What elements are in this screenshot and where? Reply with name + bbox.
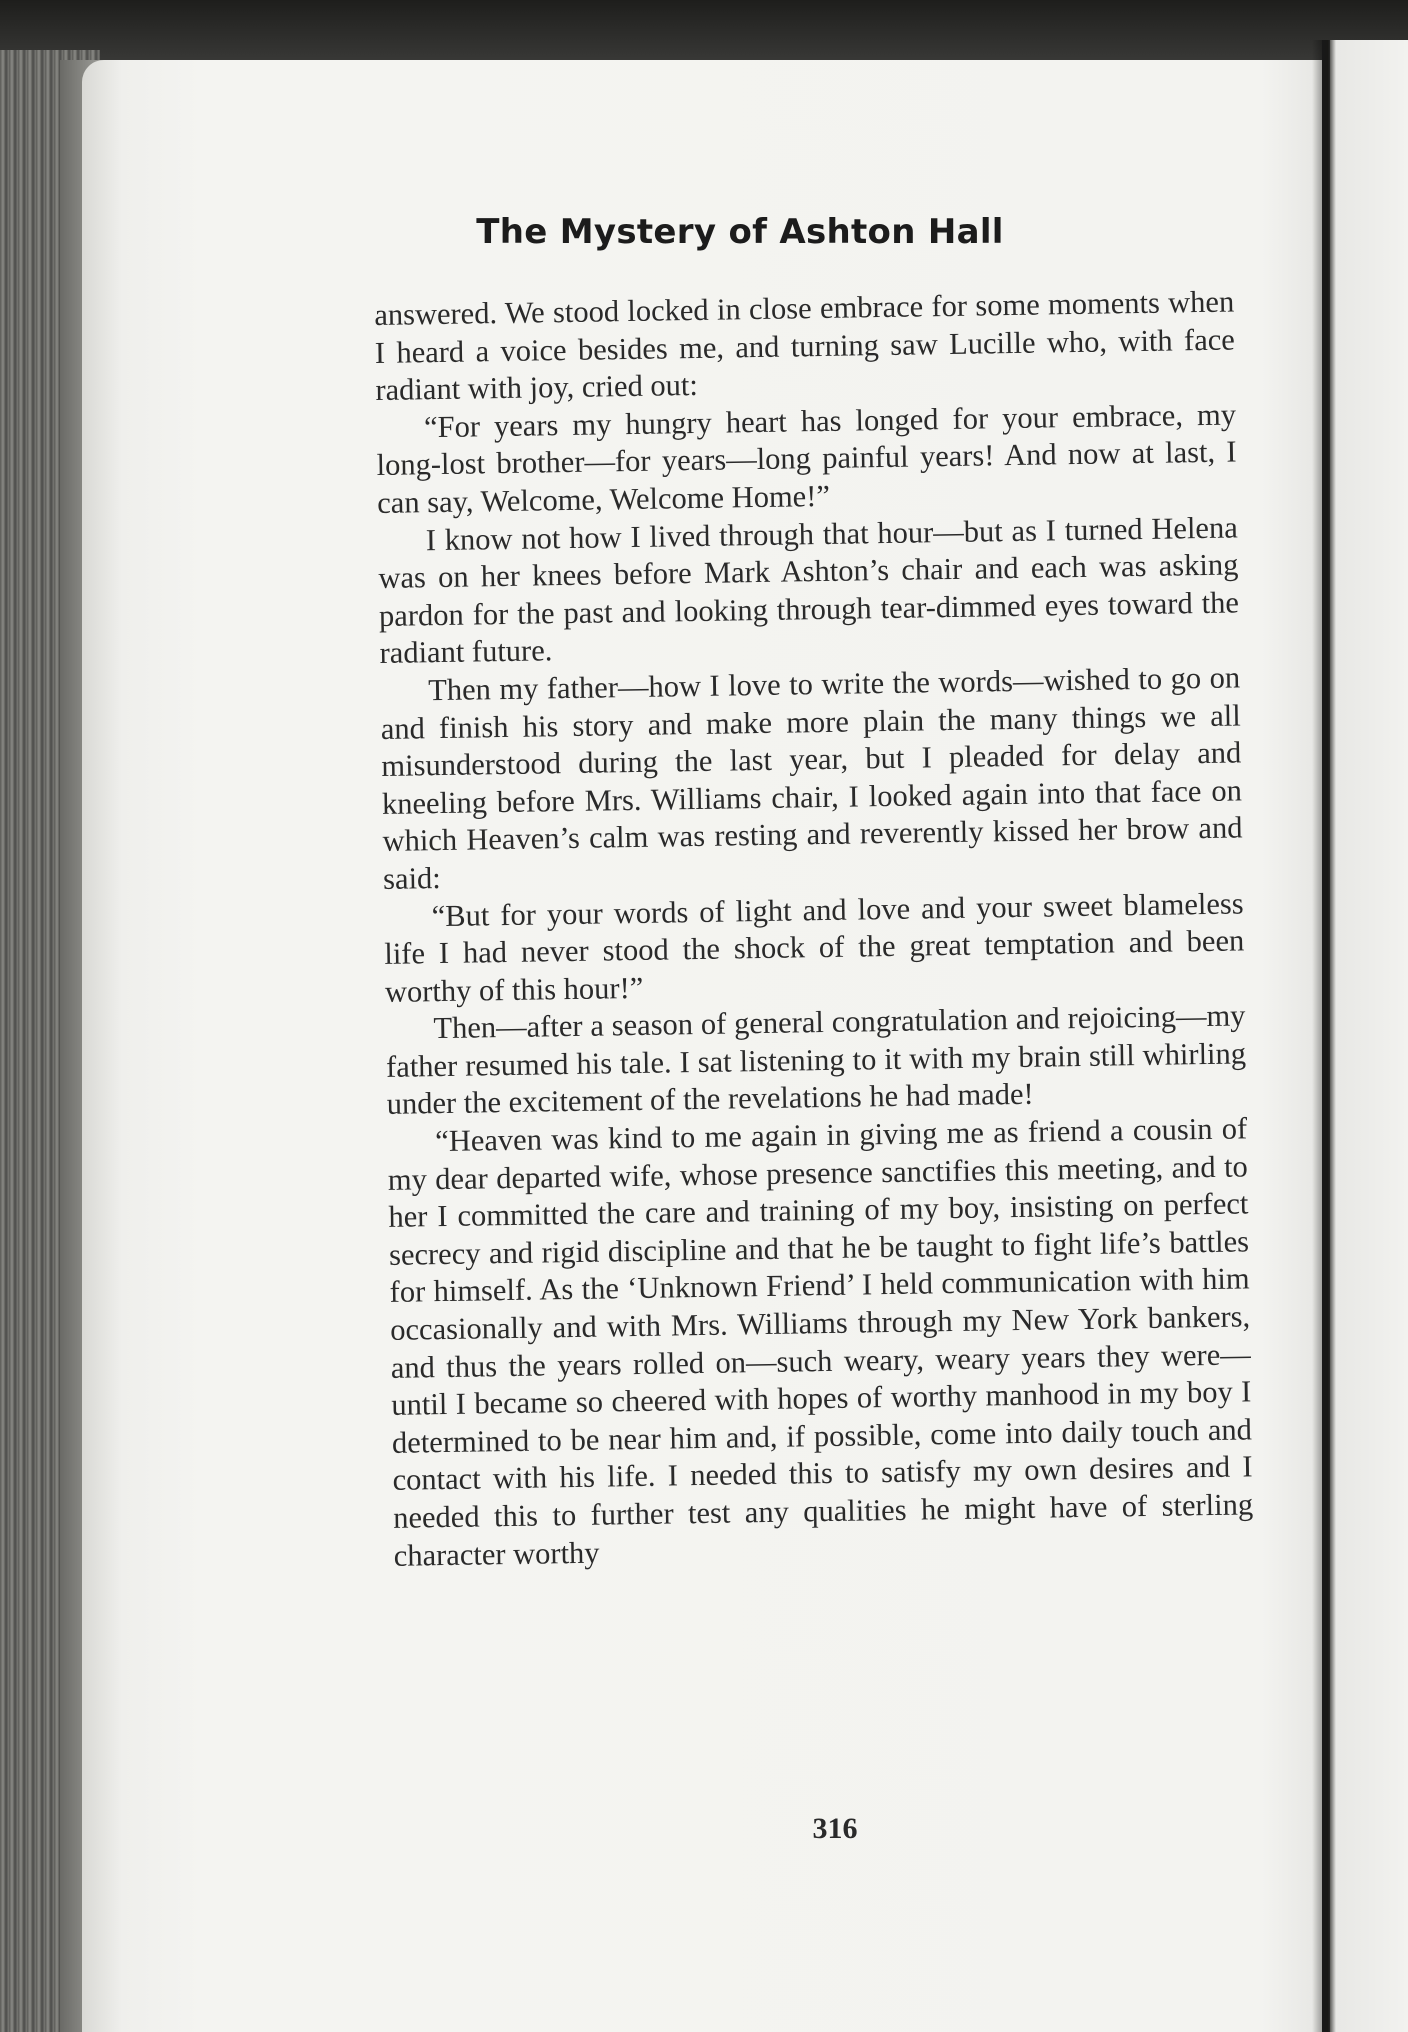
paragraph-2: “For years my hungry heart has longed for your embrace, my long-lost brother—for years—long painful years! And now at last, I can say, Welcome, Welcome Home!”	[376, 397, 1237, 520]
paragraph-1: answered. We stood locked in close embrace for some moments when I heard a voice besides me, and turning saw Lucille who, with face radiant with joy, cried out:	[374, 284, 1236, 408]
paragraph-5: “But for your words of light and love and your sweet blameless life I had never stood the shock of the great temptation and been worthy of this hour!”	[384, 885, 1245, 1009]
gutter-shadow	[1312, 40, 1330, 2032]
paragraph-4: Then my father—how I love to write the words—wished to go on and finish his story and make more plain the many things we all misunderstood during the last year, but I pleaded for delay and kneeling before Mrs. Williams chair, I looked again into that face on which Heaven’s calm was resting and reverently kissed her brow and said:	[380, 660, 1243, 896]
running-header: The Mystery of Ashton Hall	[476, 212, 1004, 252]
paragraph-3: I know not how I lived through that hour—but as I turned Helena was on her knees before Mark Ashton’s chair and each was asking pardon for the past and looking through tear-dimmed eyes toward the radiant future.	[378, 510, 1240, 671]
page-number: 316	[812, 1812, 858, 1845]
paragraph-6: Then—after a season of general congratulation and rejoicing—my father resumed his tale. I sat listening to it with my brain still whirling under the excitement of the revelations he had made!	[385, 998, 1247, 1122]
facing-page	[1322, 40, 1408, 2032]
body-text	[374, 283, 1254, 1575]
paragraph-7: “Heaven was kind to me again in giving me as friend a cousin of my dear departed wife, whose presence sanctifies this meeting, and to her I committed the care and training of my boy, insisting on perfect secrecy and rigid discipline and that he be taught to fight life’s battles for himself. As the ‘Unknown Friend’ I held communication with him occasionally and with Mrs. Williams through my New York bankers, and thus the years rolled on—such weary, weary years they were—until I became so cheered with hopes of worthy manhood in my boy I determined to be near him and, if possible, come into daily touch and contact with his life. I needed this to satisfy my own desires and I needed this to further test any qualities he might have of sterling character worthy	[387, 1111, 1254, 1573]
